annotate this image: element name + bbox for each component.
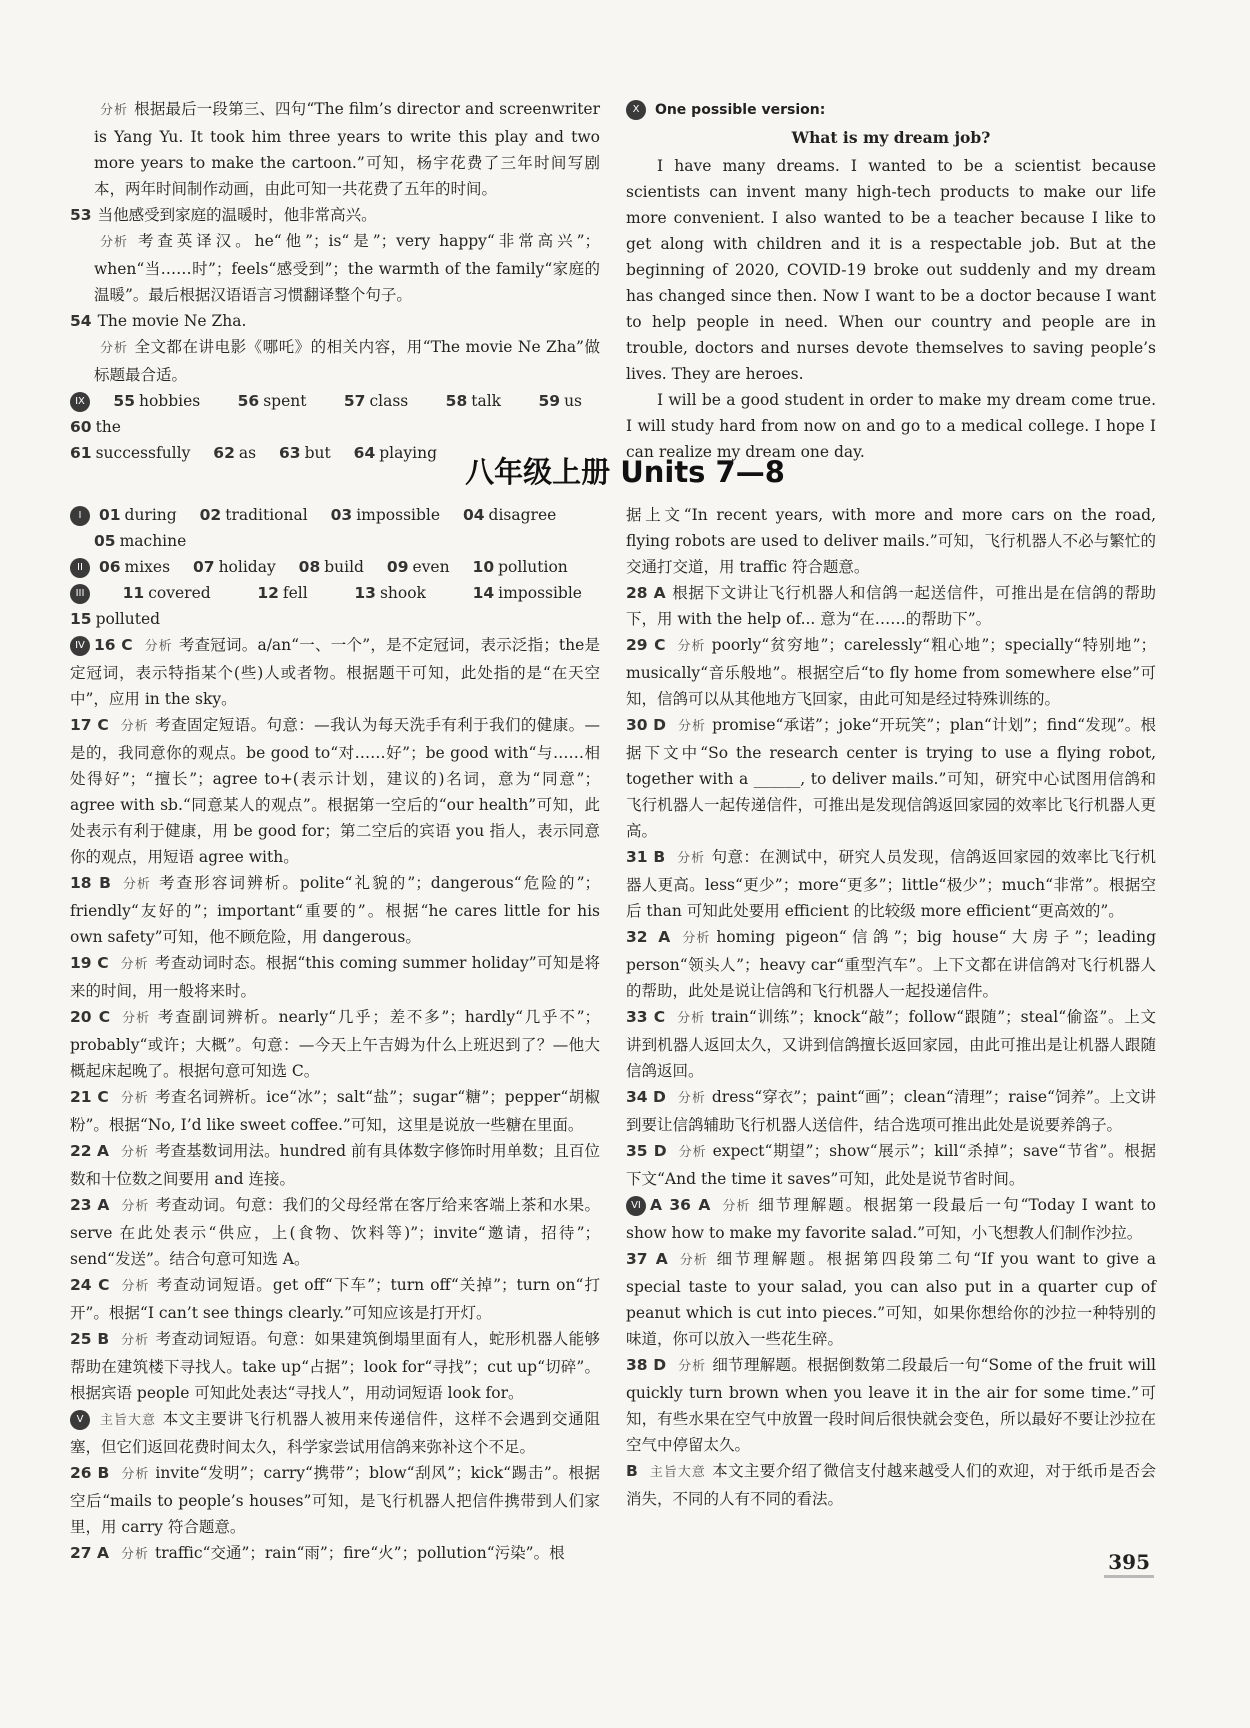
question-number: 24 C	[70, 1276, 110, 1294]
section-title: 八年级上册 Units 7—8	[465, 455, 785, 489]
entry-17	[70, 712, 600, 870]
answer-62: 62 as	[213, 444, 257, 462]
analysis-tag: 分析	[100, 235, 129, 250]
entry-text: 全文都在讲电影《哪吒》的相关内容，用“The movie Ne Zha”做标题最合适。	[94, 338, 600, 384]
question-number: 33 C	[626, 1008, 666, 1026]
answer-08: 08 build	[298, 558, 364, 576]
question-number: 37 A	[626, 1250, 668, 1268]
answer-59: 59 us	[538, 392, 582, 410]
essay-column	[626, 96, 1156, 465]
analysis-tag: 分析	[679, 1253, 708, 1268]
entry-text: train“训练”；knock“敲”；follow“跟随”；steal“偷盗”。上文讲到机器人返回太久，又讲到信鸽擅长返回家园，由此可推出是让机器人跟随信鸽返回。	[626, 1008, 1156, 1080]
entry-text: traffic“交通”；rain“雨”；fire“火”；pollution“污染”。根	[154, 1544, 565, 1562]
analysis-tag: 分析	[100, 103, 129, 118]
analysis-tag: 分析	[678, 719, 707, 734]
analysis-tag: 分析	[120, 1547, 149, 1562]
entry-text: 细节理解题。根据第一段最后一句“Today I want to show how to make my favorite salad.”可知，小飞想教人们制作沙拉。	[626, 1196, 1157, 1242]
answer-61: 61 successfully	[70, 444, 191, 462]
answer-58: 58 talk	[445, 392, 502, 410]
question-number: 54	[70, 312, 92, 330]
question-number: 16 C	[94, 636, 133, 654]
section-badge-ix: IX	[70, 392, 90, 412]
entry-text: 考查冠词。a/an“一、一个”，是不定冠词，表示泛指；the是定冠词，表示特指某个(些)人或者物。根据题干可知，此处指的是“在天空中”，应用 in the sky。	[70, 636, 601, 708]
entry-text: 考查固定短语。句意：—我认为每天洗手有利于我们的健康。—是的，我同意你的观点。be good to“对……好”；be good with“与……相处得好”；“擅长”；agree to+(表示计划，建议的)名词，意为“同意”；agree with sb.“同意某人的观点”。根据第一空后的“our health”可知，此处表示有利于健康，用 be good for；第二空后的宾语 you 指人，表示同意你的观点，用短语 agree with。	[70, 716, 600, 866]
analysis-tag: 分析	[722, 1199, 751, 1214]
answer-05: 05 machine	[94, 532, 187, 550]
entry-text: 考查基数词用法。hundred 前有具体数字修饰时用单数；且百位数和十位数之间要用 and 连接。	[70, 1142, 600, 1188]
question-number: 17 C	[70, 716, 109, 734]
section-badge-v: V	[70, 1410, 90, 1430]
entry-32	[626, 924, 1156, 1004]
entry-text: 考查形容词辨析。polite“礼貌的”；dangerous“危险的”；friendly“友好的”；important“重要的”。根据“he cares little for his own safety”可知，他不顾危险，用 dangerous。	[70, 874, 601, 946]
entry-text: 考查副词辨析。nearly“几乎；差不多”；hardly“几乎不”；probably“或许；大概”。句意：—今天上午吉姆为什么上班迟到了？—他大概起床起晚了。根据句意可知选 C。	[70, 1008, 600, 1080]
entry-text: expect“期望”；show“展示”；kill“杀掉”；save“节省”。根据下文“And the time it saves”可知，此处是说节省时间。	[626, 1142, 1156, 1188]
question-number: 53	[70, 206, 92, 224]
analysis-tag: 分析	[677, 1011, 706, 1026]
bottom-right-column	[626, 502, 1156, 1512]
question-number: 20 C	[70, 1008, 111, 1026]
analysis-tag: 分析	[121, 1333, 150, 1348]
entry-text: dress“穿衣”；paint“画”；clean“清理”；raise“饲养”。上文讲到要让信鸽辅助飞行机器人送信件，结合选项可推出此处是说要养鸽子。	[626, 1088, 1156, 1134]
answer-01: 01 during	[98, 506, 177, 524]
entry-text: 本文主要讲飞行机器人被用来传递信件，这样不会遇到交通阻塞，但它们返回花费时间太久，科学家尝试用信鸽来弥补这个不足。	[70, 1410, 600, 1456]
section-badge-vi: VI	[626, 1196, 646, 1216]
entry-34	[626, 1084, 1156, 1138]
section-i-answers	[70, 502, 600, 554]
question-number: 26 B	[70, 1464, 110, 1482]
entry-text: homing pigeon“信鸽”；big house“大房子”；leading person“领头人”；heavy car“重型汽车”。上下文都在讲信鸽对飞行机器人的帮助，此处是说让信鸽和飞行机器人一起投递信件。	[626, 928, 1156, 1000]
answer-07: 07 holiday	[192, 558, 276, 576]
entry-54-analysis	[70, 334, 600, 388]
question-number: 25 B	[70, 1330, 110, 1348]
entry-text: 根据最后一段第三、四句“The film’s director and screenwriter is Yang Yu. It took him three years to write this play and two more years to make the cartoon.”可知，杨宇花费了三年时间写剧本，两年时间制作动画，由此可知一共花费了五年的时间。	[94, 100, 600, 198]
essay-paragraph: I will be a good student in order to make my dream come true. I will study hard from now on and go to a medical college. I hope I can realize my dream one day.	[626, 391, 1156, 461]
essay-head-label: One possible version:	[654, 102, 826, 118]
answer-60: 60 the	[70, 418, 121, 436]
entry-text: 当他感受到家庭的温暖时，他非常高兴。	[97, 206, 377, 224]
entry-text: 句意：在测试中，研究人员发现，信鸽返回家园的效率比飞行机器人更高。less“更少”；more“更多”；little“极少”；much“非常”。根据空后 than 可知此处要用 efficient 的比较级 more efficient“更高效的”。	[626, 848, 1156, 920]
entry-53	[70, 202, 600, 228]
top-left-column	[70, 96, 600, 466]
main-idea-tag: 主旨大意	[649, 1465, 706, 1480]
question-number: 29 C	[626, 636, 666, 654]
entry-18	[70, 870, 600, 950]
entry-35	[626, 1138, 1156, 1192]
question-number: 32 A	[626, 928, 671, 946]
entry-20	[70, 1004, 600, 1084]
question-number: 22 A	[70, 1142, 110, 1160]
question-number: 27 A	[70, 1544, 109, 1562]
answer-10: 10 pollution	[472, 558, 568, 576]
entry-text: 考查英译汉。he“他”；is“是”；very happy“非常高兴”；when“当……时”；feels“感受到”；the warmth of the family“家庭的温暖”。最后根据汉语语言习惯翻译整个句子。	[94, 232, 600, 304]
analysis-tag: 分析	[121, 1467, 150, 1482]
question-number: B	[626, 1462, 638, 1480]
entry-37	[626, 1246, 1156, 1352]
entry-text: 细节理解题。根据第四段第二句“If you want to give a special taste to your salad, you can also put in a quarter cup of peanut which is cut into pieces.”可知，如果你想给你的沙拉一种特别的味道，你可以放入一些花生碎。	[626, 1250, 1156, 1348]
question-number: 35 D	[626, 1142, 667, 1160]
answer-55: 55 hobbies	[113, 392, 201, 410]
essay-title: What is my dream job?	[791, 128, 991, 147]
section-ii-answers	[70, 554, 600, 580]
bottom-left-column	[70, 502, 600, 1568]
answer-56: 56 spent	[237, 392, 307, 410]
essay-paragraph: I have many dreams. I wanted to be a scientist because scientists can invent many high-tech products to make our life more convenient. I also wanted to be a teacher because I like to get along with children and it is a respectable job. But at the beginning of 2020, COVID-19 broke out suddenly and my dream has changed since then. Now I want to be a doctor because I want to help people in need. When our country and people are in trouble, doctors and nurses devote themselves to saving people’s lives. They are heroes.	[626, 157, 1156, 383]
answer-64: 64 playing	[353, 444, 437, 462]
question-number: 18 B	[70, 874, 111, 892]
answer-06: 06 mixes	[98, 558, 171, 576]
main-idea-tag: 主旨大意	[100, 1413, 157, 1428]
entry-22	[70, 1138, 600, 1192]
answer-04: 04 disagree	[462, 506, 557, 524]
entry-24	[70, 1272, 600, 1326]
analysis-tag: 分析	[100, 341, 129, 356]
entry-25	[70, 1326, 600, 1406]
entry-text: 根据下文讲让飞行机器人和信鸽一起送信件，可推出是在信鸽的帮助下，用 with the help of... 意为“在……的帮助下”。	[626, 584, 1156, 628]
analysis-tag: 分析	[121, 1279, 150, 1294]
entry-26	[70, 1460, 600, 1540]
answer-13: 13 shook	[354, 584, 426, 602]
analysis-tag: 分析	[678, 1359, 707, 1374]
analysis-tag: 分析	[120, 1091, 149, 1106]
entry-38	[626, 1352, 1156, 1458]
entry-text: 考查动词。句意：我们的父母经常在客厅给来客端上茶和水果。serve 在此处表示“供应，上(食物、饮料等)”；invite“邀请，招待”；send“发送”。结合句意可知选 A。	[70, 1196, 600, 1268]
answer-02: 02 traditional	[199, 506, 308, 524]
question-number: 23 A	[70, 1196, 110, 1214]
entry-text: 本文主要介绍了微信支付越来越受人们的欢迎，对于纸币是否会消失，不同的人有不同的看法。	[626, 1462, 1156, 1508]
entry-b-main-idea	[626, 1458, 1156, 1512]
entry-33	[626, 1004, 1156, 1084]
entry-text: invite“发明”；carry“携带”；blow“刮风”；kick“踢击”。根据空后“mails to people’s houses”可知，是飞行机器人把信件携带到人们家里，用 carry 符合题意。	[70, 1464, 600, 1536]
analysis-tag: 分析	[120, 719, 149, 734]
question-number: 30 D	[626, 716, 667, 734]
analysis-tag: 分析	[677, 1091, 706, 1106]
analysis-tag: 分析	[122, 1011, 151, 1026]
question-number: 21 C	[70, 1088, 109, 1106]
section-badge-x: X	[626, 100, 646, 120]
entry-29	[626, 632, 1156, 712]
entry-53-analysis	[70, 228, 600, 308]
analysis-tag: 分析	[678, 1145, 707, 1160]
entry-text: 考查名词辨析。ice“冰”；salt“盐”；sugar“糖”；pepper“胡椒粉”。根据“No, I’d like sweet coffee.”可知，这里是说放一些糖在里面。	[70, 1088, 601, 1134]
question-number: A 36 A	[650, 1196, 711, 1214]
entry-text: 考查动词短语。句意：如果建筑倒塌里面有人，蛇形机器人能够帮助在建筑楼下寻找人。take up“占据”；look for“寻找”；cut up“切碎”。根据宾语 people 可知此处表达“寻找人”，用动词短语 look for。	[70, 1330, 600, 1402]
answer-57: 57 class	[343, 392, 409, 410]
question-number: 38 D	[626, 1356, 667, 1374]
entry-23	[70, 1192, 600, 1272]
answer-63: 63 but	[279, 444, 331, 462]
analysis-tag: 分析	[121, 1145, 150, 1160]
analysis-tag: 分析	[677, 851, 706, 866]
essay-heading	[626, 96, 1156, 123]
question-number: 34 D	[626, 1088, 666, 1106]
entry-27	[70, 1540, 600, 1568]
entry-21	[70, 1084, 600, 1138]
entry-54	[70, 308, 600, 334]
entry-30	[626, 712, 1156, 844]
analysis-tag: 分析	[144, 639, 173, 654]
question-number: 28 A	[626, 584, 666, 602]
entry-27-continued	[626, 502, 1156, 580]
analysis-tag: 分析	[120, 957, 149, 972]
answer-14: 14 impossible	[472, 584, 582, 602]
section-badge-i: I	[70, 506, 90, 526]
entry-16	[70, 632, 600, 712]
entry-text: The movie Ne Zha.	[97, 312, 247, 330]
entry-text: 考查动词短语。get off“下车”；turn off“关掉”；turn on“打开”。根据“I can’t see things clearly.”可知应该是打开灯。	[70, 1276, 601, 1322]
entry-52-analysis	[70, 96, 600, 202]
section-badge-ii: II	[70, 558, 90, 578]
entry-text: 考查动词时态。根据“this coming summer holiday”可知是将来的时间，用一般将来时。	[70, 954, 601, 1000]
entry-v-main-idea	[70, 1406, 600, 1460]
section-iii-answers	[70, 580, 600, 632]
section-badge-iii: III	[70, 584, 90, 604]
entry-31	[626, 844, 1156, 924]
question-number: 19 C	[70, 954, 109, 972]
answer-15: 15 polluted	[70, 610, 161, 628]
analysis-tag: 分析	[677, 639, 706, 654]
answer-11: 11 covered	[122, 584, 211, 602]
entry-28	[626, 580, 1156, 632]
answer-12: 12 fell	[257, 584, 308, 602]
page-number: 395	[1104, 1549, 1154, 1578]
answer-09: 09 even	[386, 558, 450, 576]
entry-text: poorly“贫穷地”；carelessly“粗心地”；specially“特别地”；musically“音乐般地”。根据空后“to fly home from somewhere else”可知，信鸽可以从其他地方飞回家，由此可知是经过特殊训练的。	[626, 636, 1156, 708]
question-number: 31 B	[626, 848, 666, 866]
entry-36	[626, 1192, 1156, 1246]
entry-19	[70, 950, 600, 1004]
answer-03: 03 impossible	[330, 506, 441, 524]
entry-text: 细节理解题。根据倒数第二段最后一句“Some of the fruit will quickly turn brown when you leave it in the air for some time.”可知，有些水果在空气中放置一段时间后很快就会变色，所以最好不要让沙拉在空气中停留太久。	[626, 1356, 1156, 1454]
analysis-tag: 分析	[121, 1199, 150, 1214]
analysis-tag: 分析	[122, 877, 151, 892]
entry-text: promise“承诺”；joke“开玩笑”；plan“计划”；find“发现”。根据下文中“So the research center is trying to use a flying robot, together with a ______, to deliver mails.”可知，研究中心试图用信鸽和飞行机器人一起传递信件，可推出是发现信鸽返回家园的效率比飞行机器人更高。	[626, 716, 1156, 840]
section-badge-iv: IV	[70, 636, 90, 656]
entry-text: 据上文“In recent years, with more and more cars on the road, flying robots are used to deliver mails.”可知，飞行机器人不必与繁忙的交通打交道，用 traffic 符合题意。	[626, 506, 1156, 576]
analysis-tag: 分析	[682, 931, 711, 946]
